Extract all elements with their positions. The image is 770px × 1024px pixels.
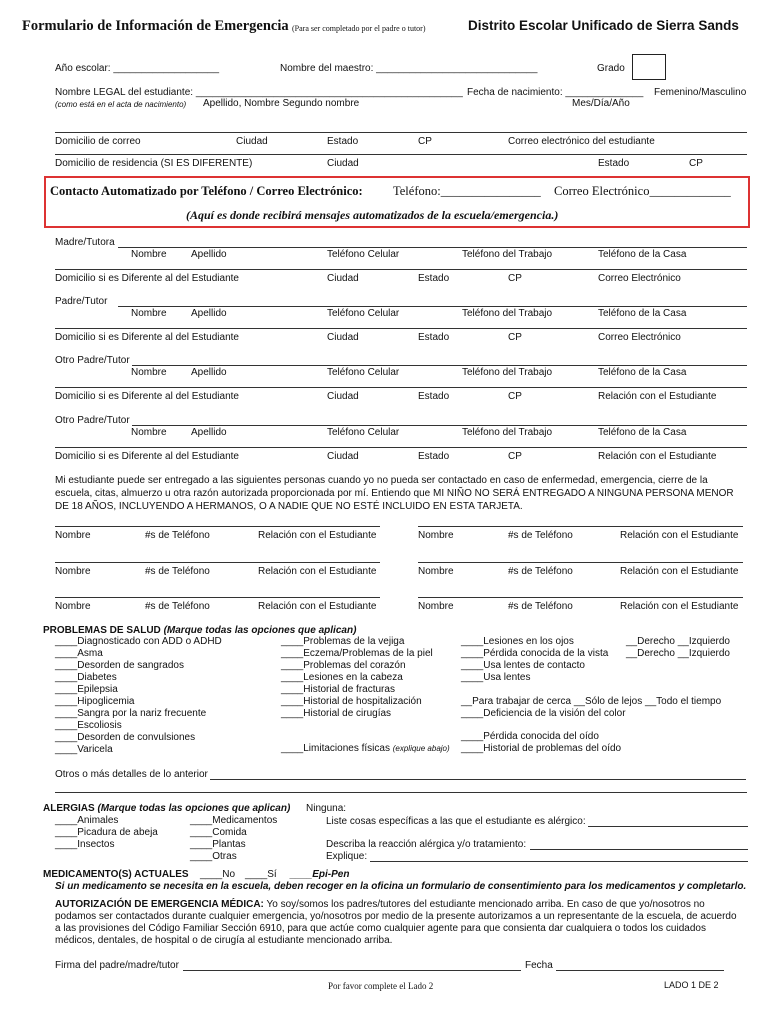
guardian-city-label: Ciudad [327, 451, 359, 462]
release-line-3: DE 18 AÑOS, INCLUYENDO A HERMANOS, O A NADIE QUE NO ESTÉ INCLUIDO EN ESTA TARJETA. [55, 501, 523, 512]
pickup-relation-label: Relación con el Estudiante [620, 601, 739, 612]
guardian-label: Otro Padre/Tutor [55, 355, 130, 366]
health-option[interactable]: ____Diagnosticado con ADD o ADHD [55, 636, 222, 647]
guardian-state-label: Estado [418, 451, 450, 462]
pickup-line-right[interactable] [418, 526, 743, 527]
zip2-label: CP [689, 158, 703, 169]
allergy-option[interactable]: ____Animales [55, 815, 119, 826]
pickup-name-label: Nombre [55, 601, 91, 612]
health-option[interactable]: ____Lesiones en los ojos [461, 636, 574, 647]
pickup-line-right[interactable] [418, 597, 743, 598]
health-option[interactable]: ____Desorden de convulsiones [55, 732, 196, 743]
other-details-label: Otros o más detalles de lo anterior [55, 769, 208, 780]
guardian-city-label: Ciudad [327, 273, 359, 284]
birth-date-field[interactable]: Fecha de nacimiento: ______________ [467, 87, 644, 98]
date-format-label: Mes/Día/Año [572, 98, 630, 109]
guardian-cell-label: Teléfono Celular [327, 427, 400, 438]
pickup-phone-label: #s de Teléfono [508, 530, 573, 541]
pickup-name-label: Nombre [55, 530, 91, 541]
health-option[interactable]: ____Epilepsia [55, 684, 118, 695]
meds-no-option[interactable]: ____No [200, 869, 236, 880]
vision-loss-side[interactable]: __Derecho __Izquierdo [626, 648, 730, 659]
guardian-zip-label: CP [508, 273, 522, 284]
health-option[interactable]: ____Hipoglicemia [55, 696, 135, 707]
pickup-line-right[interactable] [418, 562, 743, 563]
guardian-last-name-label: Apellido [191, 427, 227, 438]
health-option[interactable]: ____Usa lentes de contacto [461, 660, 585, 671]
automated-contact-label: Contacto Automatizado por Teléfono / Correo Electrónico: [50, 184, 363, 198]
allergy-option[interactable]: ____Insectos [55, 839, 115, 850]
continue-note: Por favor complete el Lado 2 [328, 981, 434, 991]
grade-label: Grado [597, 63, 625, 74]
guardian-last-name-label: Apellido [191, 367, 227, 378]
health-option[interactable]: ____Sangra por la nariz frecuente [55, 708, 207, 719]
physical-limits-option[interactable]: ____Limitaciones físicas (explique abajo) [281, 743, 450, 754]
guardian-work-label: Teléfono del Trabajo [462, 427, 553, 438]
legal-name-field[interactable]: Nombre LEGAL del estudiante: ________________________________________________ [55, 87, 463, 98]
pickup-phone-label: #s de Teléfono [508, 601, 573, 612]
allergy-explain-label: Explique: [326, 851, 368, 862]
automated-email-field[interactable]: Correo Electrónico_____________ [554, 184, 731, 198]
guardian-first-name-label: Nombre [131, 427, 167, 438]
guardian-address-label: Domicilio si es Diferente al del Estudiante [55, 391, 239, 402]
allergy-option[interactable]: ____Medicamentos [190, 815, 278, 826]
guardian-state-label: Estado [418, 273, 450, 284]
glasses-use-options[interactable]: __Para trabajar de cerca __Sólo de lejos __Todo el tiempo [461, 696, 722, 707]
guardian-address-line[interactable] [55, 387, 747, 388]
guardian-label: Otro Padre/Tutor [55, 415, 130, 426]
guardian-extra-label: Relación con el Estudiante [598, 451, 717, 462]
health-option[interactable]: ____Usa lentes [461, 672, 531, 683]
guardian-first-name-label: Nombre [131, 367, 167, 378]
meds-note: Si un medicamento se necesita en la escuela, deben recoger en la oficina un formulario de consentimiento para los medicamentos y completarlo. [55, 881, 747, 892]
guardian-name-line[interactable] [132, 425, 747, 426]
health-option[interactable]: ____Eczema/Problemas de la piel [281, 648, 433, 659]
guardian-address-line[interactable] [55, 328, 747, 329]
pickup-relation-label: Relación con el Estudiante [620, 566, 739, 577]
health-option[interactable]: ____Problemas de la vejiga [281, 636, 405, 647]
guardian-first-name-label: Nombre [131, 308, 167, 319]
zip-label: CP [418, 136, 432, 147]
guardian-address-label: Domicilio si es Diferente al del Estudiante [55, 332, 239, 343]
school-year-field[interactable]: Año escolar: ___________________ [55, 63, 220, 74]
allergy-option[interactable]: ____Picadura de abeja [55, 827, 158, 838]
eye-injury-side[interactable]: __Derecho __Izquierdo [626, 636, 730, 647]
automated-phone-field[interactable]: Teléfono:________________ [393, 184, 541, 198]
release-line-1: Mi estudiante puede ser entregado a las siguientes personas cuando yo no pueda ser contactado en caso de enfermedad, emergencia, cierre de la [55, 475, 708, 486]
guardian-address-line[interactable] [55, 447, 747, 448]
health-option[interactable]: ____Historial de problemas del oído [461, 743, 622, 754]
pickup-relation-label: Relación con el Estudiante [258, 530, 377, 541]
guardian-home-label: Teléfono de la Casa [598, 249, 687, 260]
guardian-name-line[interactable] [118, 247, 747, 248]
grade-box[interactable] [632, 54, 666, 80]
allergy-option[interactable]: ____Otras [190, 851, 237, 862]
signature-label: Firma del padre/madre/tutor [55, 960, 179, 971]
guardian-zip-label: CP [508, 332, 522, 343]
allergy-option[interactable]: ____Comida [190, 827, 247, 838]
health-option[interactable]: ____Pérdida conocida de la vista [461, 648, 609, 659]
pickup-phone-label: #s de Teléfono [508, 566, 573, 577]
no-allergy-label[interactable]: Ninguna: [306, 803, 347, 814]
allergy-list-line[interactable] [588, 826, 748, 827]
health-option[interactable]: ____Pérdida conocida del oído [461, 731, 599, 742]
health-option[interactable]: ____Desorden de sangrados [55, 660, 184, 671]
mail-address-label: Domicilio de correo [55, 136, 141, 147]
name-parts-label: Apellido, Nombre Segundo nombre [203, 98, 360, 109]
guardian-extra-label: Correo Electrónico [598, 332, 681, 343]
guardian-name-line[interactable] [118, 306, 747, 307]
guardian-last-name-label: Apellido [191, 308, 227, 319]
guardian-home-label: Teléfono de la Casa [598, 367, 687, 378]
guardian-work-label: Teléfono del Trabajo [462, 249, 553, 260]
guardian-extra-label: Correo Electrónico [598, 273, 681, 284]
health-option[interactable]: ____Asma [55, 648, 103, 659]
health-option[interactable]: ____Diabetes [55, 672, 117, 683]
guardian-last-name-label: Apellido [191, 249, 227, 260]
allergy-explain-line[interactable] [370, 861, 748, 862]
teacher-field[interactable]: Nombre del maestro: _____________________________ [280, 63, 538, 74]
health-heading: PROBLEMAS DE SALUD (Marque todas las opciones que aplican) [43, 625, 357, 636]
pickup-relation-label: Relación con el Estudiante [258, 601, 377, 612]
form-title: Formulario de Información de Emergencia [22, 18, 289, 34]
pickup-name-label: Nombre [418, 530, 454, 541]
meds-heading: MEDICAMENTO(S) ACTUALES [43, 869, 189, 880]
pickup-name-label: Nombre [418, 601, 454, 612]
auth-line-1: AUTORIZACIÓN DE EMERGENCIA MÉDICA: Yo soy/somos los padres/tutores del estudiante mencionado arriba. En caso de que yo/nosotros no [55, 899, 705, 910]
guardian-work-label: Teléfono del Trabajo [462, 367, 553, 378]
release-line-2: escuela, citas, almuerzo u otra razón autorizada proporcionada por mí. Entiendo que MI NIÑO NO SERÁ ENTREGADO A NINGUNA PERSONA MENOR [55, 488, 734, 499]
guardian-address-line[interactable] [55, 269, 747, 270]
page-number: LADO 1 DE 2 [664, 980, 719, 990]
guardian-label: Madre/Tutora [55, 237, 115, 248]
health-option[interactable]: ____Historial de fracturas [281, 684, 395, 695]
health-option[interactable]: ____Varicela [55, 744, 113, 755]
guardian-zip-label: CP [508, 391, 522, 402]
city2-label: Ciudad [327, 158, 359, 169]
auth-line-3: a las provisiones del Código Familiar Sección 6910, para que actúe como cualquier agente para que consienta dar cualquiera o todos los cuidados [55, 923, 706, 934]
guardian-zip-label: CP [508, 451, 522, 462]
city-label: Ciudad [236, 136, 268, 147]
health-option[interactable]: ____Problemas del corazón [281, 660, 406, 671]
epipen-option[interactable]: ____Epi-Pen [290, 869, 350, 880]
health-option[interactable]: ____Lesiones en la cabeza [281, 672, 403, 683]
allergy-heading: ALERGIAS (Marque todas las opciones que aplican) [43, 803, 291, 814]
pickup-line-left[interactable] [55, 562, 380, 563]
student-email-label: Correo electrónico del estudiante [508, 136, 655, 147]
health-option[interactable]: ____Historial de cirugías [281, 708, 392, 719]
guardian-extra-label: Relación con el Estudiante [598, 391, 717, 402]
health-option[interactable]: ____Historial de hospitalización [281, 696, 422, 707]
date-label: Fecha [525, 960, 553, 971]
allergy-reaction-line[interactable] [530, 849, 748, 850]
sex-field[interactable]: Femenino/Masculino [654, 87, 747, 98]
pickup-line-left[interactable] [55, 526, 380, 527]
other-details-line[interactable] [210, 779, 746, 780]
date-line[interactable] [556, 970, 724, 971]
guardian-home-label: Teléfono de la Casa [598, 308, 687, 319]
guardian-address-label: Domicilio si es Diferente al del Estudiante [55, 451, 239, 462]
pickup-phone-label: #s de Teléfono [145, 566, 210, 577]
meds-yes-option[interactable]: ____Sí [245, 869, 277, 880]
district-name: Distrito Escolar Unificado de Sierra Sands [468, 18, 739, 33]
allergy-list-label: Liste cosas específicas a las que el estudiante es alérgico: [326, 816, 586, 827]
signature-line[interactable] [183, 970, 521, 971]
pickup-name-label: Nombre [418, 566, 454, 577]
guardian-state-label: Estado [418, 391, 450, 402]
allergy-option[interactable]: ____Plantas [190, 839, 246, 850]
guardian-label: Padre/Tutor [55, 296, 108, 307]
allergy-reaction-label: Describa la reacción alérgica y/o tratamiento: [326, 839, 527, 850]
pickup-relation-label: Relación con el Estudiante [258, 566, 377, 577]
guardian-cell-label: Teléfono Celular [327, 367, 400, 378]
health-option[interactable]: ____Escoliosis [55, 720, 122, 731]
auth-line-4: médicos, dentales, de hospital o de cirugía al estudiante mencionado arriba. [55, 935, 393, 946]
pickup-name-label: Nombre [55, 566, 91, 577]
guardian-work-label: Teléfono del Trabajo [462, 308, 553, 319]
color-vision-option[interactable]: ____Deficiencia de la visión del color [461, 708, 626, 719]
pickup-phone-label: #s de Teléfono [145, 530, 210, 541]
guardian-state-label: Estado [418, 332, 450, 343]
guardian-name-line[interactable] [132, 365, 747, 366]
form-subtitle: (Para ser completado por el padre o tutor) [292, 24, 426, 33]
guardian-address-label: Domicilio si es Diferente al del Estudiante [55, 273, 239, 284]
guardian-city-label: Ciudad [327, 391, 359, 402]
state2-label: Estado [598, 158, 630, 169]
pickup-line-left[interactable] [55, 597, 380, 598]
guardian-home-label: Teléfono de la Casa [598, 427, 687, 438]
guardian-first-name-label: Nombre [131, 249, 167, 260]
pickup-phone-label: #s de Teléfono [145, 601, 210, 612]
guardian-cell-label: Teléfono Celular [327, 308, 400, 319]
automated-note: (Aquí es donde recibirá mensajes automatizados de la escuela/emergencia.) [186, 208, 559, 222]
birth-cert-note: (como está en el acta de nacimiento) [55, 100, 187, 109]
guardian-city-label: Ciudad [327, 332, 359, 343]
auth-line-2: podamos ser contactados durante cualquier emergencia, yo/nosotros por medio de la presente autorizamos a un representante de la escuela, de acuerdo [55, 911, 737, 922]
guardian-cell-label: Teléfono Celular [327, 249, 400, 260]
state-label: Estado [327, 136, 359, 147]
pickup-relation-label: Relación con el Estudiante [620, 530, 739, 541]
residence-address-label: Domicilio de residencia (SI ES DIFERENTE) [55, 158, 253, 169]
